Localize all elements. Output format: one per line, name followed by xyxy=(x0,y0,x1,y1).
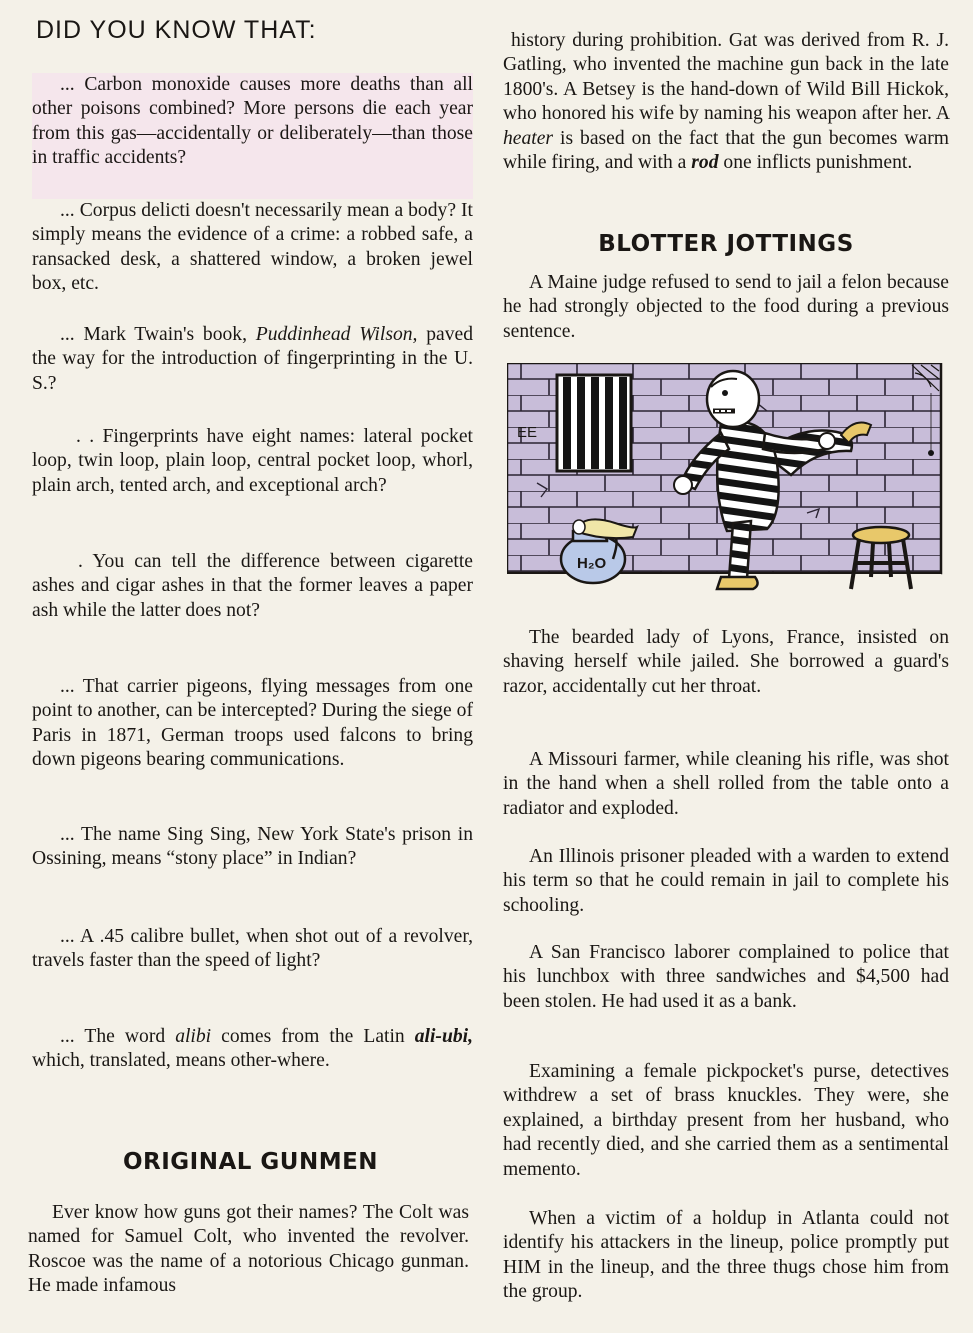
barred-window xyxy=(557,375,631,471)
fact-fingerprints: . . Fingerprints have eight names: lateral pocket loop, twin loop, plain loop, central pocket loop, whorl, plain arch, tented arch, and exceptional arch? xyxy=(32,426,473,496)
blotter-item-pickpocket: Examining a female pickpocket's purse, detectives withdrew a set of brass knuckles. They were, she explained, a birthday present from her husband, who had recently died, and she carried them as a sentimental memento. xyxy=(503,1061,949,1180)
page-title: DID YOU KNOW THAT: xyxy=(36,16,317,44)
section-heading-original-gunmen: ORIGINAL GUNMEN xyxy=(122,1149,379,1175)
original-gunmen-text-part1: Ever know how guns got their names? The Colt was named for Samuel Colt, who invented the revolver. Roscoe was the name of a notorious Chicago gunman. He made infamous xyxy=(28,1202,469,1297)
fact-carbon-monoxide: ... Carbon monoxide causes more deaths than all other poisons combined? More persons die each year from this gas—accidentally or deliberately—than those in traffic accidents? xyxy=(32,73,473,199)
jug-label: H₂O xyxy=(577,555,607,572)
original-gunmen-text-part2: history during prohibition. Gat was derived from R. J. Gatling, who invented the machine gun back in the late 1800's. A Betsey is the hand-down of Wild Bill Hickok, who honored his wife by naming his weapon after her. A heater is based on the fact that the gun becomes warm while firing, and with a rod one inflicts punishment. xyxy=(503,30,949,174)
blotter-item-san-francisco-laborer: A San Francisco laborer complained to police that his lunchbox with three sandwiches and $4,500 had been stolen. He had used it as a bank. xyxy=(503,942,949,1012)
blotter-item-bearded-lady: The bearded lady of Lyons, France, insisted on shaving herself while jailed. She borrowed a guard's razor, accidentally cut her throat. xyxy=(503,627,949,697)
blotter-item-maine-judge: A Maine judge refused to send to jail a felon because he had strongly objected to the food during a previous sentence. xyxy=(503,272,949,342)
book-title: Puddinhead Wilson, xyxy=(255,324,418,345)
blotter-item-missouri-farmer: A Missouri farmer, while cleaning his rifle, was shot in the hand when a shell rolled from the table onto a radiator and exploded. xyxy=(503,749,949,819)
fact-mark-twain: ... Mark Twain's book, Puddinhead Wilson, paved the way for the introduction of fingerprinting in the U. S.? xyxy=(32,324,473,394)
fact-carrier-pigeons: ... That carrier pigeons, flying messages from one point to another, can be intercepted? During the siege of Paris in 1871, German troops used falcons to bring down pigeons bearing communications. xyxy=(32,676,473,771)
section-heading-blotter-jottings: BLOTTER JOTTINGS xyxy=(598,231,854,257)
fact-sing-sing: ... The name Sing Sing, New York State's prison in Ossining, means “stony place” in Indian? xyxy=(32,824,473,870)
prisoner-illustration xyxy=(507,363,947,613)
fact-bullet: ... A .45 calibre bullet, when shot out of a revolver, travels faster than the speed of light? xyxy=(32,926,473,972)
fact-corpus-delicti: ... Corpus delicti doesn't necessarily mean a body? It simply means the evidence of a crime: a robbed safe, a ransacked desk, a shattered window, a broken jewel box, etc. xyxy=(32,200,473,295)
blotter-item-illinois-prisoner: An Illinois prisoner pleaded with a warden to extend his term so that he could remain in jail to complete his schooling. xyxy=(503,846,949,916)
wall-scratch: EE xyxy=(517,424,538,441)
fact-ashes: . You can tell the difference between cigarette ashes and cigar ashes in that the former leaves a paper ash while the latter does not? xyxy=(32,551,473,621)
prisoner-cartoon xyxy=(507,363,947,613)
blotter-item-atlanta-lineup: When a victim of a holdup in Atlanta could not identify his attackers in the lineup, police promptly put HIM in the lineup, and the three thugs chose him from the group. xyxy=(503,1208,949,1303)
fact-alibi: ... The word alibi comes from the Latin ali-ubi, which, translated, means other-where. xyxy=(32,1026,473,1072)
